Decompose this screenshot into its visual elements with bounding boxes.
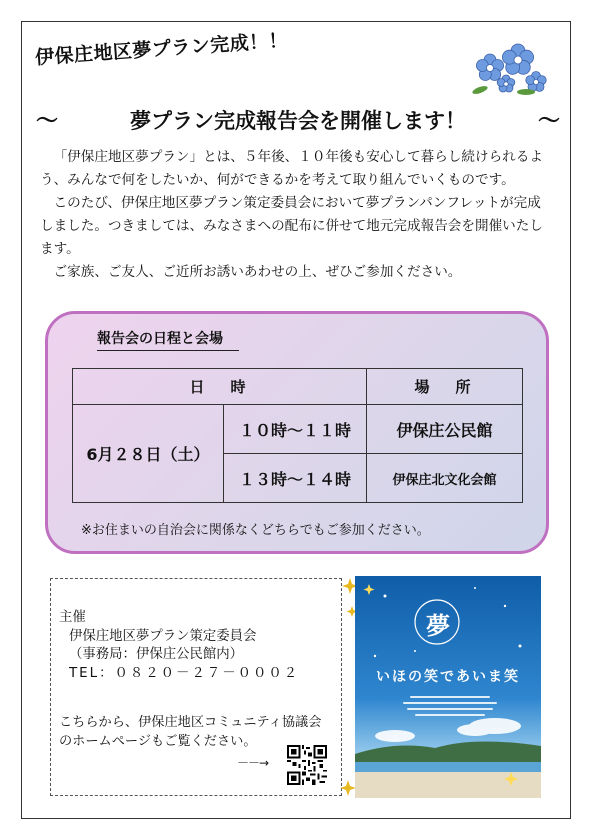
contact-box — [50, 578, 342, 796]
organizer-office: （事務局：伊保庄公民館内） — [69, 647, 244, 662]
headline-tilde-left: ～ — [36, 109, 59, 134]
event-headline — [36, 104, 560, 135]
headline-tilde-right: ～ — [537, 109, 560, 134]
schedule-title: 報告会の日程と会場 — [97, 328, 239, 351]
arrow-icon: －－→ — [237, 756, 269, 770]
pamphlet-cover-image — [355, 576, 541, 798]
nemophila-flowers-icon — [470, 38, 550, 96]
announcement-headline: 伊保庄地区夢プラン完成！！ — [34, 29, 289, 70]
intro-text — [40, 146, 554, 284]
homepage-note-line: のホームページもご覧ください。 — [59, 734, 257, 749]
header-place: 場所 — [367, 369, 523, 405]
intro-paragraph: このたび、伊保庄地区夢プラン策定委員会において夢プランパンフレットが完成しました。つきましては、みなさまへの配布に併せて地元完成報告会を開催いたします。 — [40, 195, 543, 257]
organizer-info — [59, 609, 299, 683]
qr-code-icon[interactable] — [287, 745, 327, 785]
event-time: １０時～１１時 — [224, 405, 367, 454]
homepage-note — [59, 713, 321, 751]
header-datetime: 日時 — [73, 369, 367, 405]
schedule-table — [72, 368, 523, 503]
organizer-phone: TEL：０８２０－２７－０００２ — [69, 665, 300, 681]
event-venue: 伊保庄北文化会館 — [367, 454, 523, 503]
event-venue: 伊保庄公民館 — [367, 405, 523, 454]
event-time: １３時～１４時 — [224, 454, 367, 503]
homepage-note-line: こちらから、伊保庄地区コミュニティ協議会 — [59, 715, 322, 730]
organizer-label: 主催 — [59, 610, 86, 625]
intro-paragraph: ご家族、ご友人、ご近所お誘いあわせの上、ぜひご参加ください。 — [53, 264, 462, 280]
table-row — [73, 405, 523, 454]
table-header-row — [73, 369, 523, 405]
pamphlet-cover-title: いほの笑であいま笑 — [376, 669, 520, 685]
schedule-box — [45, 311, 549, 554]
pamphlet-logo-char: 夢 — [426, 612, 450, 640]
schedule-note: ※お住まいの自治会に関係なくどちらでもご参加ください。 — [81, 523, 430, 538]
intro-paragraph: 「伊保庄地区夢プラン」とは、５年後、１０年後も安心して暮らし続けられるよう、みんなで何をしたいか、何ができるかを考えて取り組んでいくものです。 — [40, 149, 543, 188]
organizer-name: 伊保庄地区夢プラン策定委員会 — [69, 628, 257, 644]
event-date: 6月２８日（土） — [73, 405, 224, 503]
event-headline-text: 夢プラン完成報告会を開催します！ — [130, 108, 466, 133]
